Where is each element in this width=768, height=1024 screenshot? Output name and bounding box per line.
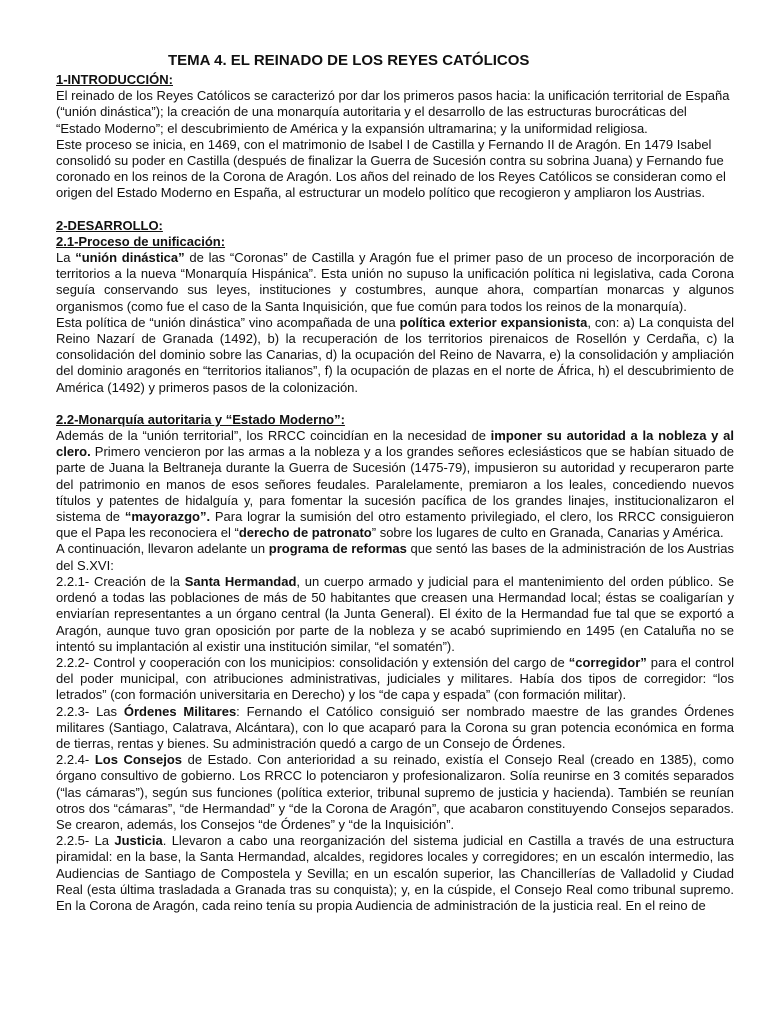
document-page — [56, 52, 734, 914]
text: ” sobre los lugares de culto en Granada, Canarias y América. — [371, 525, 724, 541]
text: de Estado. Con anterioridad a su reinado, existía el Consejo Real (creado en 1385), como órgano consultivo de gobierno. Los RRCC lo potenciaron y profesionalizaron. Solía reunirse en 3 comités separados (“las cámaras”), según sus funciones (política exterior, tribunal supremo de justicia y hacienda). También se reunían otros dos “cámaras”, “de Hermandad” y “de la Corona de Aragón”, que acabaron constituyendo Consejos separados. Se crearon, además, los Consejos “de Órdenes” y “de la Inquisición”. — [56, 752, 734, 832]
text: Esta política de “unión dinástica” vino acompañada de una — [56, 314, 400, 330]
bold-term: “corregidor” — [568, 654, 647, 670]
text: 2.2.1- Creación de la — [56, 573, 185, 589]
bold-term: Órdenes Militares — [123, 703, 237, 719]
text: , con: a) La conquista del Reino Nazarí de Granada (1492), b) la recuperación de los territorios pirenaicos de Rosellón y Cerdaña, c) la consolidación del dominio sobre las Canarias, d) la ocupación del Reino de Navarra, e) la consolidación y ampliación del dominio aragonés en “territorios italianos”, f) la ocupación de plazas en el norte de África, h) el descubrimiento de América (1492) y primeros pasos de la colonización. — [56, 314, 734, 395]
heading-monarquia-autoritaria: 2.2-Monarquía autoritaria y “Estado Moderno”: — [56, 411, 345, 427]
bold-term: derecho de patronato — [238, 525, 372, 541]
text: 2.2.4- — [56, 752, 95, 768]
text: Para lograr la sumisión del otro estamento privilegiado, el clero, los RRCC consiguieron que el Papa les reconociera el “ — [56, 509, 734, 541]
item-ordenes-militares — [56, 704, 734, 753]
page-title: TEMA 4. EL REINADO DE LOS REYES CATÓLICOS — [168, 52, 530, 69]
text: 2.2.3- Las — [56, 703, 124, 719]
item-corregidor — [56, 655, 734, 704]
text: , un cuerpo armado y judicial para el mantenimiento del orden público. Se ordenó a todas las poblaciones de más de 50 habitantes que creasen una Hermandad local; éstas se coaligarían y enviarían representantes a un órgano central (la Junta General). El éxito de la Hermandad fue tal que se exportó a Aragón, aunque tuvo gran oposición por parte de la nobleza y se acabó suprimiendo en 1495 (en Cataluña no se intentó su implantación al existir una institución similar, “el somatén”). — [56, 573, 734, 654]
text: . Llevaron a cabo una reorganización del sistema judicial en Castilla a través de una estructura piramidal: en la base, la Santa Hermandad, alcaldes, regidores locales y corregidores; en un escalón intermedio, las Audiencias de Santiago de Compostela y Sevilla; en un escalón superior, las Chancillerías de Valladolid y Ciudad Real (esta última trasladada a Granada tras su conquista); y, en la cúspide, el Consejo Real como tribunal supremo. En la Corona de Aragón, cada reino tenía su propia Audiencia de administración de la justicia real. En el reino de — [56, 833, 734, 913]
heading-proceso-unificacion: 2.1-Proceso de unificación: — [56, 233, 226, 249]
intro-paragraph-1: El reinado de los Reyes Católicos se caracterizó por dar los primeros pasos hacia: la unificación territorial de España (“unión dinástica”); la creación de una monarquía autoritaria y el desarrollo de las estructuras burocráticas del “Estado Moderno”; el descubrimiento de América y la expansión ultramarina; y la uniformidad religiosa. — [56, 88, 730, 136]
text: Además de la “unión territorial”, los RRCC coincidían en la necesidad de — [56, 428, 491, 444]
spacer — [56, 202, 734, 218]
text: La — [56, 250, 76, 266]
bold-term: Los Consejos — [94, 752, 183, 768]
bold-term: programa de reformas — [268, 541, 407, 557]
bold-term: política exterior expansionista — [399, 314, 588, 330]
intro-paragraph-2: Este proceso se inicia, en 1469, con el matrimonio de Isabel I de Castilla y Fernando II de Aragón. En 1479 Isabel consolidó su poder en Castilla (después de finalizar la Guerra de Sucesión contra su sobrina Juana) y Fernando fue coronado en los reinos de la Corona de Aragón. Los años del reinado de los Reyes Católicos se consideran como el origen del Estado Moderno en España, al estructurar un modelo político que recogieron y ampliaron los Austrias. — [56, 136, 726, 201]
bold-term: “mayorazgo”. — [124, 509, 211, 525]
item-santa-hermandad — [56, 574, 734, 655]
bold-term: imponer su autoridad a la nobleza y al clero. — [56, 428, 734, 460]
text: 2.2.2- Control y cooperación con los municipios: consolidación y extensión del cargo de — [56, 654, 569, 670]
text: para el control del poder municipal, con atribuciones administrativas, judiciales y militares. Había dos tipos de corregidor: “los letrados” (con formación universitaria en Derecho) y los “de capa y espada” (con formación militar). — [56, 654, 734, 703]
bold-term: Santa Hermandad — [184, 573, 297, 589]
heading-introduccion: 1-INTRODUCCIÓN: — [56, 72, 173, 87]
item-consejos — [56, 752, 734, 833]
spacer — [56, 396, 734, 412]
text: : Fernando el Católico consiguió ser nombrado maestre de las grandes Órdenes militares (Santiago, Calatrava, Alcántara), con lo que acaparó para la Corona su gran potencia económica en forma de tierras, rentas y bienes. Su administración quedó a cargo de un Consejo de Órdenes. — [56, 703, 734, 751]
text: de las “Coronas” de Castilla y Aragón fue el primer paso de un proceso de incorporación de territorios a la nueva “Monarquía Hispánica”. Esta unión no supuso la unificación política ni legislativa, cada Corona seguía conservando sus leyes, instituciones y costumbres, aunque ahora, compartían monarcas y algunos organismos (como fue el caso de la Santa Inquisición, que fue común para todos los reinos de la monarquía). — [56, 250, 734, 314]
text: 2.2.5- La — [56, 833, 115, 849]
text: Primero vencieron por las armas a la nobleza y a los grandes señores eclesiásticos que se habían situado de parte de Juana la Beltraneja durante la Guerra de Sucesión (1475-79), impusieron su autoridad y recuperaron parte del patrimonio en manos de esos señores feudales. Paralelamente, premiaron a los leales, concediendo nuevos títulos y patentes de hidalguía y, para fomentar la sucesión pacífica de los grandes linajes, institucionalizaron el sistema de — [56, 444, 734, 525]
text: que sentó las bases de la administración de los Austrias del S.XVI: — [56, 541, 734, 573]
bold-term: “unión dinástica” — [75, 250, 185, 266]
item-justicia — [56, 833, 734, 914]
text: A continuación, llevaron adelante un — [56, 541, 269, 557]
bold-term: Justicia — [114, 833, 163, 849]
paragraph-politica-exterior — [56, 315, 734, 396]
paragraph-autoridad-nobleza — [56, 428, 734, 541]
paragraph-union-dinastica — [56, 250, 734, 315]
heading-desarrollo: 2-DESARROLLO: — [56, 217, 163, 233]
paragraph-programa-reformas — [56, 541, 734, 573]
